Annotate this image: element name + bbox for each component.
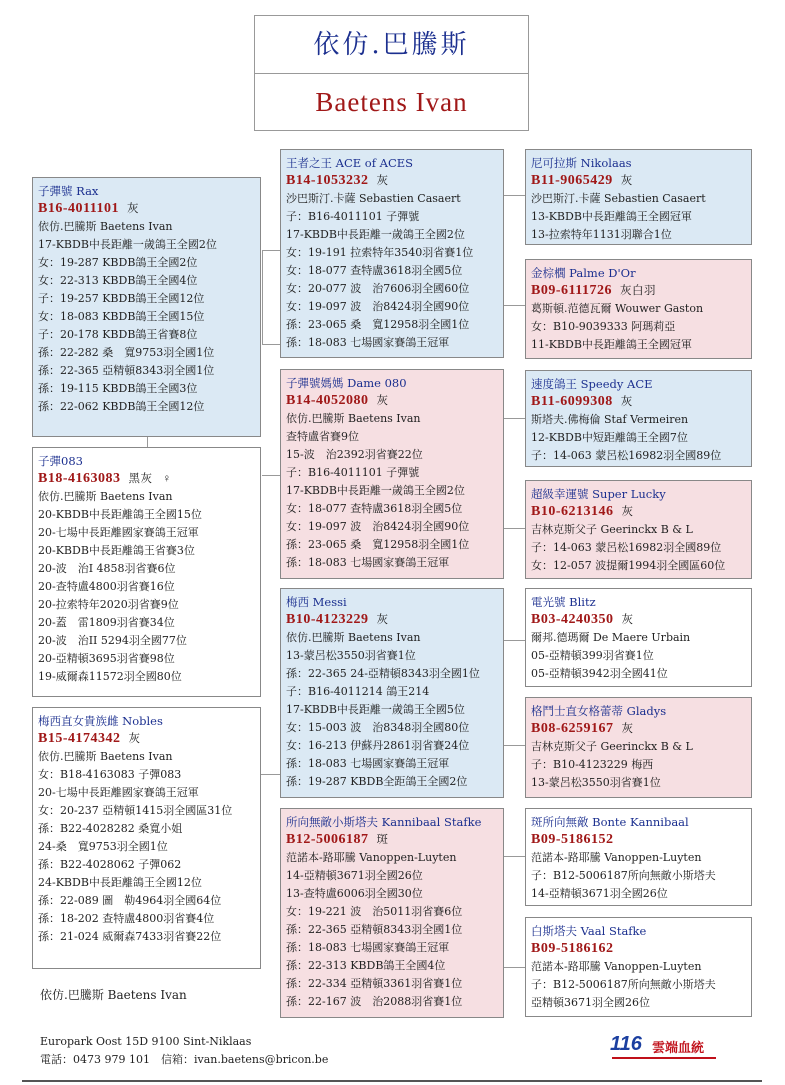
logo-number: 116 (610, 1033, 642, 1055)
female-icon: ♀ (162, 473, 172, 485)
pedigree-line: 范諾本-路耶騰 Vanoppen-Luyten (531, 960, 702, 973)
pedigree-line: 13-KBDB中長距離鴿王全國冠軍 (531, 210, 692, 223)
pigeon-name: 白斯塔夫 Vaal Stafke (531, 924, 647, 938)
color-label: 灰 (126, 203, 139, 215)
pedigree-line: 孫：19-287 KBDB全距鴿王全國2位 (286, 775, 468, 788)
pedigree-line: 05-亞精頓399羽省賽1位 (531, 649, 654, 662)
ring-number: B14-4052080 灰 (286, 393, 389, 408)
pedigree-line: 孫：22-282 桑 寬9753羽全國1位 (38, 346, 215, 359)
pedigree-line: 19-威爾森11572羽全國80位 (38, 670, 182, 683)
pedigree-line: 13-蒙呂松3550羽省賽1位 (286, 649, 416, 662)
color-label: 灰 (620, 396, 633, 408)
pigeon-name: 格鬥士直女格蕾蒂 Gladys (531, 704, 667, 718)
pedigree-line: 子：14-063 蒙呂松16982羽全國89位 (531, 541, 722, 554)
pedigree-line: 范諾本-路耶騰 Vanoppen-Luyten (531, 851, 702, 864)
pedigree-line: 孫：19-115 KBDB鴿王全國3位 (38, 382, 198, 395)
ring-number: B10-4123229 灰 (286, 612, 389, 627)
connector-line (262, 344, 280, 345)
pedigree-line: 孫：22-062 KBDB鴿王全國12位 (38, 400, 205, 413)
connector-line (504, 418, 525, 419)
pedigree-line: 孫：22-089 圖 勒4964羽全國64位 (38, 894, 222, 907)
pedigree-line: 沙巴斯汀.卡薩 Sebastien Casaert (286, 192, 461, 205)
color-label: 灰 (621, 723, 634, 735)
pigeon-name: 電光號 Blitz (531, 595, 596, 609)
pedigree-line: 子：B12-5006187所向無敵小斯塔夫 (531, 869, 716, 882)
pigeon-name: 子彈號媽媽 Dame 080 (286, 376, 407, 390)
pedigree-line: 05-亞精頓3942羽全國41位 (531, 667, 668, 680)
pedigree-line: 依仿.巴騰斯 Baetens Ivan (286, 412, 421, 425)
dam-dam-card (525, 480, 752, 579)
pedigree-line: 17-KBDB中長距離一歲鴿王全國2位 (286, 228, 465, 241)
pedigree-line: 孫：22-365 24-亞精頓8343羽全國1位 (286, 667, 480, 680)
bottom-divider (22, 1080, 762, 1082)
mate-dam-sire-card (525, 808, 752, 906)
mate-sire-dam-card (525, 697, 752, 798)
footer-address: Europark Oost 15D 9100 Sint-Niklaas (40, 1035, 252, 1048)
ring-number: B08-6259167 灰 (531, 721, 634, 736)
connector-line (504, 640, 525, 641)
footer (40, 1033, 328, 1069)
pedigree-line: 14-亞精頓3671羽全國26位 (286, 869, 423, 882)
mate-dam-card (280, 808, 504, 1018)
pedigree-line: 子：B16-4011214 鴿王214 (286, 685, 430, 698)
owner-name-english: Baetens Ivan (315, 87, 468, 117)
pedigree-line: 女：18-083 KBDB鴿王全國15位 (38, 310, 205, 323)
pedigree-line: 17-KBDB中長距離一歲鴿王全國5位 (286, 703, 465, 716)
pigeon-name: 子彈號 Rax (38, 184, 99, 198)
pigeon-name: 王者之王 ACE of ACES (286, 156, 414, 170)
pedigree-line: 20-波 治II 5294羽全國77位 (38, 634, 187, 647)
pedigree-line: 孫：18-083 七場國家賽鴿王冠軍 (286, 336, 450, 349)
pedigree-line: 女：19-221 波 治5011羽省賽6位 (286, 905, 463, 918)
pedigree-line: 孫：22-365 亞精頓8343羽全國1位 (286, 923, 463, 936)
pedigree-line: 11-KBDB中長距離鴿王全國冠軍 (531, 338, 692, 351)
color-label: 黑灰 (128, 473, 153, 485)
pigeon-name: 速度鴿王 Speedy ACE (531, 377, 653, 391)
pedigree-line: 20-查特盧4800羽省賽16位 (38, 580, 175, 593)
color-label: 灰 (376, 175, 389, 187)
connector-line (147, 437, 148, 447)
pedigree-line: 13-查特盧6006羽全國30位 (286, 887, 423, 900)
pedigree-line: 17-KBDB中長距離一歲鴿王全國2位 (38, 238, 217, 251)
connector-line (504, 967, 525, 968)
pedigree-line: 孫：22-167 波 治2088羽省賽1位 (286, 995, 463, 1008)
mate-sire-sire-card (525, 588, 752, 687)
logo-text: 雲端血統 (652, 1041, 705, 1056)
pedigree-line: 女：19-097 波 治8424羽全國90位 (286, 300, 470, 313)
pedigree-line: 女：B18-4163083 子彈083 (38, 768, 182, 781)
ring-number: B14-1053232 灰 (286, 173, 389, 188)
pedigree-line: 沙巴斯汀.卡薩 Sebastien Casaert (531, 192, 706, 205)
pigeon-name: 所向無敵小斯塔夫 Kannibaal Stafke (286, 815, 482, 829)
pedigree-line: 女：16-213 伊蘇丹2861羽省賽24位 (286, 739, 470, 752)
pedigree-line: 查特盧省賽9位 (286, 430, 359, 443)
pedigree-line: 斯塔夫.佛梅倫 Staf Vermeiren (531, 413, 689, 426)
brand-logo (610, 1033, 740, 1057)
ring-number: B15-4174342 灰 (38, 731, 141, 746)
owner-signature: 依仿.巴騰斯 Baetens Ivan (40, 988, 187, 1002)
mate-dam-dam-card (525, 917, 752, 1017)
ring-number: B16-4011101 灰 (38, 201, 139, 216)
pedigree-line: 子：20-178 KBDB鴿王省賽8位 (38, 328, 198, 341)
ring-number: B11-9065429 灰 (531, 173, 633, 188)
color-label: 灰 (376, 395, 389, 407)
ring-number: B09-6111726 灰白羽 (531, 283, 656, 298)
pedigree-line: 女：19-191 拉索特年3540羽省賽1位 (286, 246, 474, 259)
pedigree-line: 葛斯頓.范德瓦爾 Wouwer Gaston (531, 302, 704, 315)
sire-card (280, 149, 504, 358)
pedigree-line: 亞精頓3671羽全國26位 (531, 996, 650, 1009)
pedigree-line: 孫：B22-4028282 桑寬小姐 (38, 822, 183, 835)
pedigree-line: 孫：23-065 桑 寬12958羽全國1位 (286, 538, 470, 551)
title-box (254, 15, 529, 131)
pedigree-line: 子：14-063 蒙呂松16982羽全國89位 (531, 449, 722, 462)
color-label: 灰 (621, 614, 634, 626)
ring-number: B09-5186152 (531, 832, 614, 847)
pedigree-line: 依仿.巴騰斯 Baetens Ivan (38, 750, 173, 763)
sibling-card (32, 447, 261, 697)
pedigree-line: 12-KBDB中短距離鴿王全國7位 (531, 431, 688, 444)
pedigree-line: 女：18-077 查特盧3618羽全國5位 (286, 502, 463, 515)
pedigree-line: 20-拉索特年2020羽省賽9位 (38, 598, 179, 611)
connector-line (504, 195, 525, 196)
ring-number: B12-5006187 斑 (286, 832, 389, 847)
color-label: 灰 (128, 733, 141, 745)
owner-name-chinese: 依仿.巴騰斯 (255, 16, 528, 74)
color-label: 灰 (621, 506, 634, 518)
sibling-card (32, 707, 261, 969)
pedigree-line: 孫：22-365 亞精頓8343羽全國1位 (38, 364, 215, 377)
ring-number: B03-4240350 灰 (531, 612, 634, 627)
pedigree-line: 吉林克斯父子 Geerinckx B & L (531, 740, 693, 753)
pedigree-line: 孫：22-334 亞精頓3361羽省賽1位 (286, 977, 463, 990)
logo-underline (612, 1057, 716, 1059)
pedigree-line: 20-蓋 雷1809羽省賽34位 (38, 616, 175, 629)
pedigree-line: 15-波 治2392羽省賽22位 (286, 448, 423, 461)
pigeon-name: 梅西直女貴族雌 Nobles (38, 714, 163, 728)
dam-sire-card (525, 370, 752, 467)
color-label: 灰 (620, 175, 633, 187)
pedigree-line: 女：15-003 波 治8348羽全國80位 (286, 721, 470, 734)
pedigree-line: 爾邦.德瑪爾 De Maere Urbain (531, 631, 691, 644)
pigeon-name: 子彈083 (38, 454, 83, 468)
pedigree-line: 依仿.巴騰斯 Baetens Ivan (38, 490, 173, 503)
pedigree-line: 孫：18-083 七場國家賽鴿王冠軍 (286, 556, 450, 569)
connector-line (504, 745, 525, 746)
ring-number: B09-5186162 (531, 941, 614, 956)
dam-card (280, 369, 504, 579)
color-label: 灰白羽 (619, 285, 656, 297)
pedigree-line: 孫：18-202 查特盧4800羽省賽4位 (38, 912, 215, 925)
pedigree-line: 子：B12-5006187所向無敵小斯塔夫 (531, 978, 716, 991)
ring-number: B18-4163083 黑灰 ♀ (38, 471, 172, 486)
pedigree-line: 女：18-077 查特盧3618羽全國5位 (286, 264, 463, 277)
connector-line (504, 305, 525, 306)
pedigree-line: 20-KBDB中長距離鴿王省賽3位 (38, 544, 195, 557)
subject-pigeon-card (32, 177, 261, 437)
connector-line (262, 475, 280, 476)
pedigree-line: 女：20-077 波 治7606羽全國60位 (286, 282, 470, 295)
connector-line (504, 528, 525, 529)
pedigree-line: 子：B10-4123229 梅西 (531, 758, 654, 771)
pigeon-name: 尼可拉斯 Nikolaas (531, 156, 632, 170)
pedigree-line: 20-七場中長距離國家賽鴿王冠軍 (38, 786, 199, 799)
pedigree-line: 依仿.巴騰斯 Baetens Ivan (38, 220, 173, 233)
pedigree-line: 孫：B22-4028062 子彈062 (38, 858, 182, 871)
footer-contact: 電話：0473 979 101 信箱：ivan.baetens@bricon.be (40, 1053, 329, 1066)
pedigree-line: 20-亞精頓3695羽省賽98位 (38, 652, 175, 665)
pedigree-line: 孫：22-313 KBDB鴿王全國4位 (286, 959, 446, 972)
color-label: 斑 (376, 834, 389, 846)
pigeon-name: 金棕櫚 Palme D'Or (531, 266, 636, 280)
pedigree-line: 13-拉索特年1131羽聯合1位 (531, 228, 672, 241)
pedigree-line: 依仿.巴騰斯 Baetens Ivan (286, 631, 421, 644)
pedigree-line: 女：19-287 KBDB鴿王全國2位 (38, 256, 198, 269)
mate-sire-card (280, 588, 504, 798)
connector-line (260, 774, 280, 775)
ring-number: B10-6213146 灰 (531, 504, 634, 519)
pedigree-line: 孫：21-024 威爾森7433羽省賽22位 (38, 930, 222, 943)
color-label: 灰 (376, 614, 389, 626)
pedigree-line: 女：12-057 波提爾1994羽全國區60位 (531, 559, 726, 572)
pedigree-line: 20-七場中長距離國家賽鴿王冠軍 (38, 526, 199, 539)
pedigree-line: 吉林克斯父子 Geerinckx B & L (531, 523, 693, 536)
pigeon-name: 梅西 Messi (286, 595, 347, 609)
pedigree-line: 女：19-097 波 治8424羽全國90位 (286, 520, 470, 533)
pedigree-line: 20-波 治I 4858羽省賽6位 (38, 562, 176, 575)
connector-line (504, 856, 525, 857)
pedigree-line: 女：B10-9039333 阿瑪莉亞 (531, 320, 676, 333)
sire-sire-card (525, 149, 752, 245)
pedigree-line: 子：B16-4011101 子彈號 (286, 210, 420, 223)
pedigree-line: 24-KBDB中長距離鴿王全國12位 (38, 876, 202, 889)
pedigree-line: 范諾本-路耶騰 Vanoppen-Luyten (286, 851, 457, 864)
pedigree-line: 13-蒙呂松3550羽省賽1位 (531, 776, 661, 789)
pedigree-line: 孫：23-065 桑 寬12958羽全國1位 (286, 318, 470, 331)
sire-dam-card (525, 259, 752, 359)
pedigree-line: 女：22-313 KBDB鴿王全國4位 (38, 274, 198, 287)
connector-line (262, 250, 263, 344)
pedigree-line: 子：B16-4011101 子彈號 (286, 466, 420, 479)
pedigree-line: 17-KBDB中長距離一歲鴿王全國2位 (286, 484, 465, 497)
pedigree-line: 孫：18-083 七場國家賽鴿王冠軍 (286, 757, 450, 770)
pedigree-line: 孫：18-083 七場國家賽鴿王冠軍 (286, 941, 450, 954)
pedigree-line: 14-亞精頓3671羽全國26位 (531, 887, 668, 900)
pigeon-name: 超級幸運號 Super Lucky (531, 487, 666, 501)
pigeon-name: 斑所向無敵 Bonte Kannibaal (531, 815, 689, 829)
pedigree-line: 20-KBDB中長距離鴿王全國15位 (38, 508, 202, 521)
pedigree-line: 子：19-257 KBDB鴿王全國12位 (38, 292, 205, 305)
pedigree-line: 女：20-237 亞精頓1415羽全國區31位 (38, 804, 233, 817)
pedigree-line: 24-桑 寬9753羽全國1位 (38, 840, 168, 853)
ring-number: B11-6099308 灰 (531, 394, 633, 409)
connector-line (262, 250, 280, 251)
